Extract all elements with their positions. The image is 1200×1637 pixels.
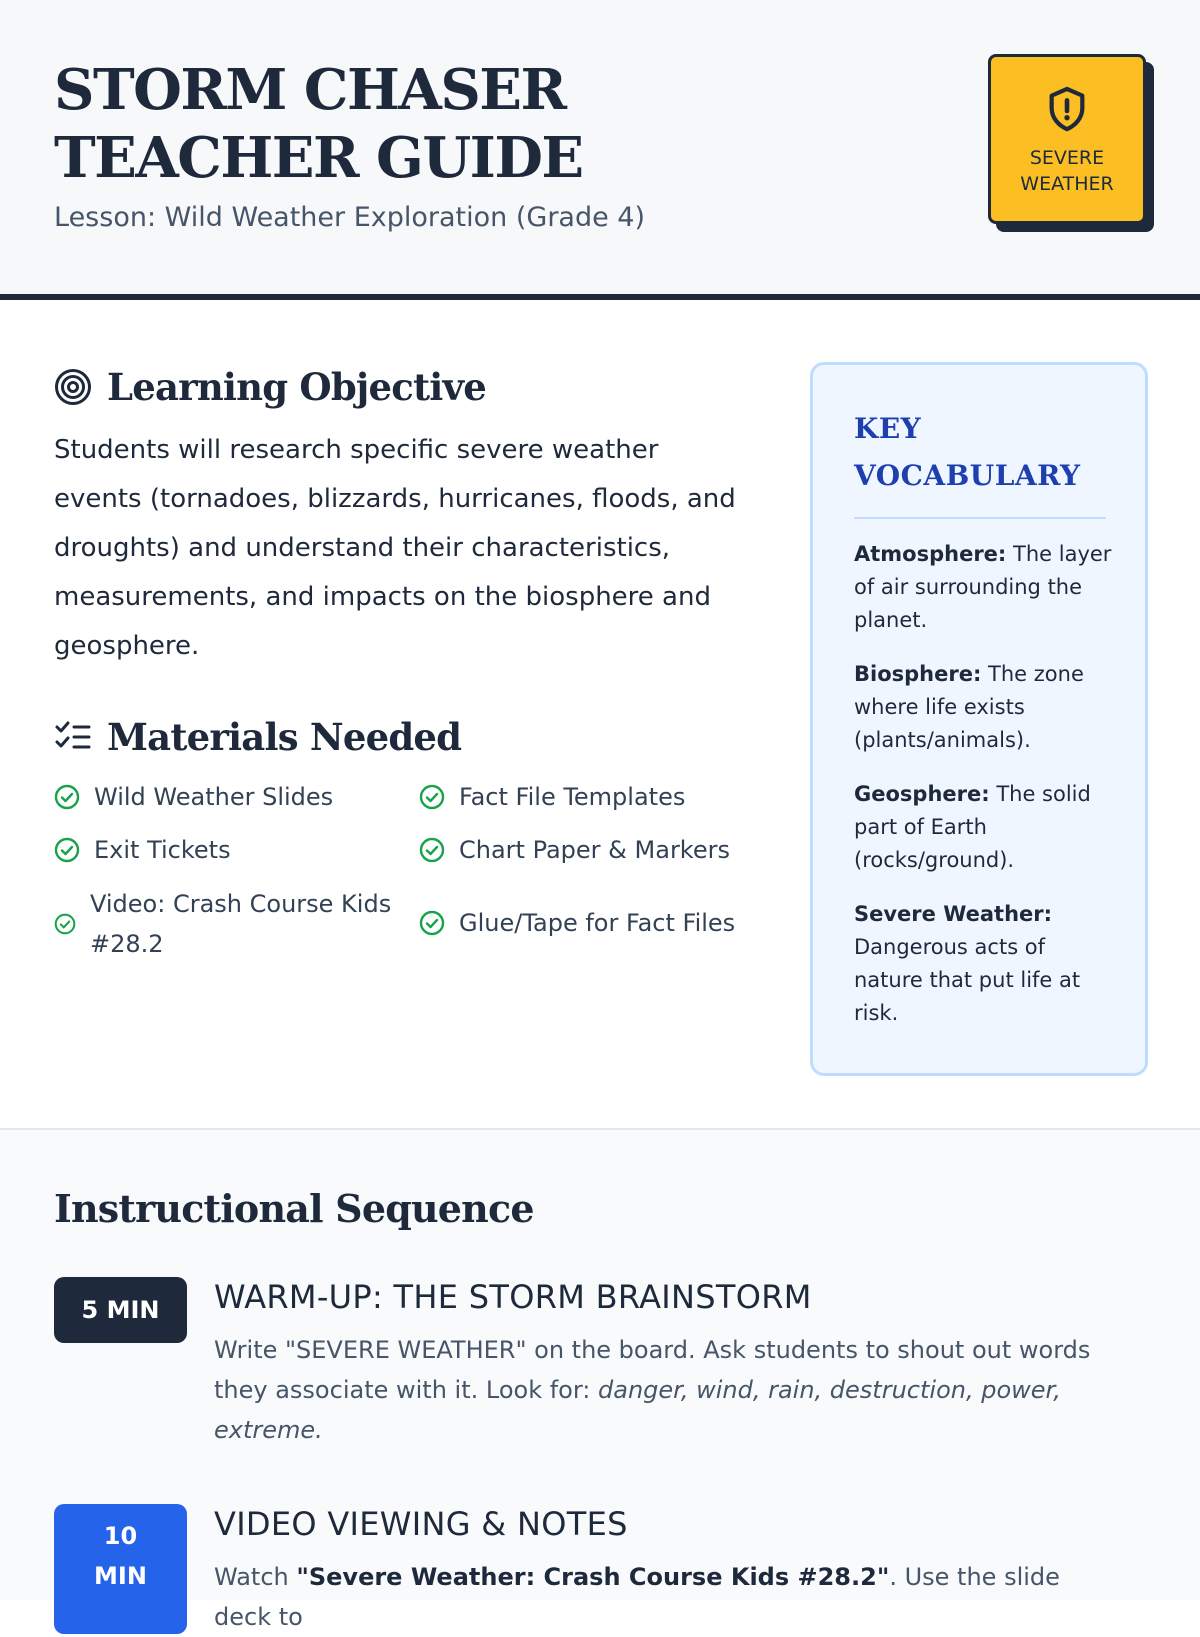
material-label: Chart Paper & Markers	[459, 836, 730, 864]
materials-heading	[54, 714, 461, 760]
material-item	[419, 777, 685, 817]
vocabulary-item	[854, 778, 1114, 877]
materials-title: Materials Needed	[107, 715, 462, 759]
check-circle-icon	[54, 913, 76, 935]
vocabulary-definition: Dangerous acts of nature that put life at risk.	[854, 935, 1081, 1025]
video-title: "Severe Weather: Crash Course Kids #28.2"	[296, 1563, 890, 1591]
vocabulary-title: KEY VOCABULARY	[854, 405, 1106, 519]
material-label: Wild Weather Slides	[94, 783, 334, 811]
step-description-text: . Use the slide deck to	[214, 1563, 1060, 1631]
material-item	[54, 884, 399, 964]
step-title: WARM-UP: THE STORM BRAINSTORM	[214, 1278, 812, 1316]
target-icon	[54, 368, 92, 406]
sequence-title: Instructional Sequence	[54, 1186, 534, 1231]
step-title: VIDEO VIEWING & NOTES	[214, 1505, 628, 1543]
material-item	[54, 777, 333, 817]
severe-weather-badge	[988, 54, 1146, 224]
material-label: Glue/Tape for Fact Files	[459, 909, 736, 937]
vocabulary-panel	[810, 362, 1148, 1076]
time-badge-unit: MIN	[94, 1562, 147, 1590]
badge-label	[991, 145, 1143, 197]
time-badge	[54, 1504, 187, 1634]
badge-line-2: WEATHER	[1020, 173, 1114, 195]
step-description	[214, 1557, 1124, 1637]
material-item	[419, 830, 730, 870]
check-circle-icon	[54, 784, 80, 810]
time-badge-value: 10	[103, 1522, 138, 1550]
vocabulary-list	[854, 538, 1114, 1051]
step-description-text: Write "SEVERE WEATHER" on the board. Ask students to shout out words they associate with it. Look for:	[214, 1336, 1091, 1404]
objective-text: Students will research specific severe weather events (tornadoes, blizzards, hurricanes, floods, and droughts) and understand their characteristics, measurements, and impacts on the biosphere and geosphere.	[54, 435, 736, 661]
material-label: Fact File Templates	[459, 783, 686, 811]
check-circle-icon	[54, 837, 80, 863]
vocabulary-item	[854, 898, 1114, 1030]
vocabulary-term: Atmosphere:	[854, 542, 1007, 566]
material-item	[419, 903, 735, 943]
material-label: Exit Tickets	[94, 836, 231, 864]
vocabulary-item	[854, 658, 1114, 757]
badge-line-1: SEVERE	[1029, 147, 1105, 169]
check-circle-icon	[419, 784, 445, 810]
step-description-text: Watch	[214, 1563, 297, 1591]
vocabulary-definition: The zone where life exists (plants/animals).	[854, 662, 1084, 752]
material-item	[54, 830, 231, 870]
step-description	[214, 1330, 1124, 1450]
material-label: Video: Crash Course Kids #28.2	[90, 890, 392, 958]
vocabulary-term: Severe Weather:	[854, 902, 1053, 926]
vocabulary-definition: The layer of air surrounding the planet.	[854, 542, 1112, 632]
check-circle-icon	[419, 837, 445, 863]
page-title: STORM CHASER TEACHER GUIDE	[54, 57, 583, 191]
shield-alert-icon	[1044, 85, 1090, 135]
step-description-emphasis: danger, wind, rain, destruction, power, extreme.	[214, 1376, 1061, 1444]
objective-heading	[54, 364, 486, 410]
vocabulary-term: Biosphere:	[854, 662, 982, 686]
vocabulary-definition: The solid part of Earth (rocks/ground).	[854, 782, 1091, 872]
time-badge: 5 MIN	[54, 1277, 187, 1343]
vocabulary-item	[854, 538, 1114, 637]
objective-title: Learning Objective	[107, 365, 486, 409]
check-circle-icon	[419, 910, 445, 936]
vocabulary-term: Geosphere:	[854, 782, 990, 806]
lesson-subtitle: Lesson: Wild Weather Exploration (Grade 4)	[54, 202, 646, 233]
checklist-icon	[54, 720, 92, 754]
